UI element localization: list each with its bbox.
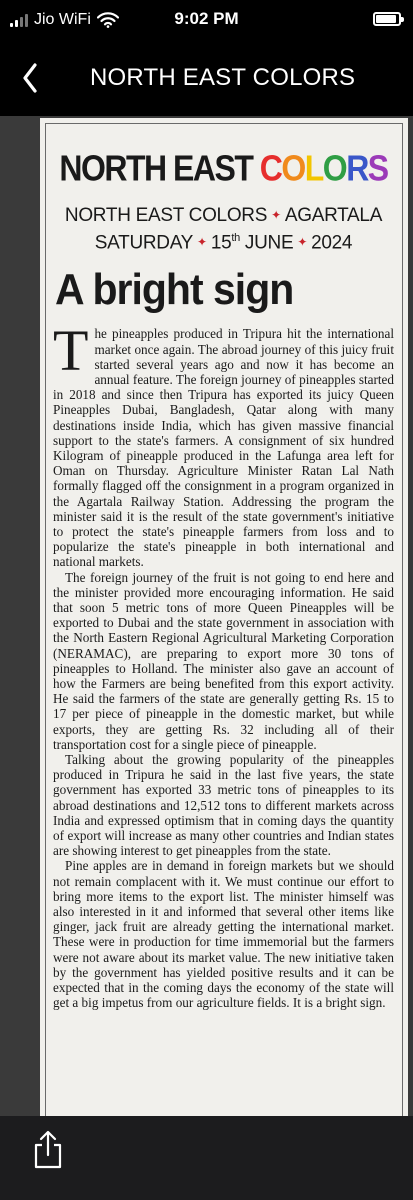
wifi-icon <box>97 12 119 28</box>
battery-level <box>376 15 396 23</box>
star-divider-icon: ✦ <box>297 235 308 250</box>
star-divider-icon: ✦ <box>197 235 207 250</box>
star-divider-icon: ✦ <box>271 208 281 222</box>
share-button[interactable] <box>30 1130 66 1170</box>
masthead-letter: C <box>259 147 282 189</box>
article-headline: A bright sign <box>55 265 294 315</box>
nav-bar <box>0 40 413 115</box>
dateline-line-2 <box>53 227 394 254</box>
dateline-paper: NORTH EAST COLORS <box>64 205 268 226</box>
article-image <box>0 116 413 1116</box>
masthead <box>53 148 394 188</box>
dateline-weekday: SATURDAY <box>94 232 194 254</box>
battery-icon <box>373 12 401 26</box>
drop-cap: T <box>53 318 89 384</box>
masthead-colors-word <box>260 148 388 188</box>
paragraph: Talking about the growing popularity of the pineapples produced in Tripura he said in the last five years, the state government has exported 33 metric tons of pineapples to its abroad destinations and 12,512 tons to different markets across India and expressed optimism that in coming days the quantity of export will increase as many other countries and Indian states are showing interest to get pineapples from the state. <box>53 752 394 859</box>
article-body <box>53 318 394 1011</box>
masthead-letter: S <box>367 147 388 189</box>
dateline-year: 2024 <box>311 232 353 254</box>
dateline-city: AGARTALA <box>284 205 383 226</box>
dateline-month: JUNE <box>239 232 294 254</box>
masthead-letter: O <box>281 147 305 189</box>
status-time: 9:02 PM <box>174 9 239 28</box>
paragraph-text: he pineapples produced in Tripura hit the international market once again. The abroad journey of this juicy fruit started several years ago and now it has become an annual feature. The foreign journey of pineapples started in 2018 and since then Tripura has exported its juicy Queen Pineapples Dubai, Bangladesh, Qatar along with many destinations inside India, which has given massive financial support to the state's farmers. A consignment of six hundred Kilogram of pineapple produced in the Lafunga area left for Oman on Thursday. Agriculture Minister Ratan Lal Nath formally flagged off the consignment in a program organized in the Agartala Railway Station. Addressing the program the minister said it is the result of the state government's initiative to protect the state's pineapple farmers from loss and to popularize the state's pineapple in both international and national markets. <box>53 326 394 570</box>
dateline-day: 15 <box>210 232 232 254</box>
signal-icon <box>10 13 28 27</box>
carrier-name: Jio WiFi <box>34 11 91 28</box>
paragraph: Pine apples are in demand in foreign markets but we should not remain complacent with it. We must continue our effort to bring more items to the export list. The minister himself was also interested in it and informed that several other items like ginger, jack fruit are already getting the international market. These were in production for time immemorial but the farmers were not aware about its market value. The new initiative taken by the government has yielded positive results and it can be expected that in the coming days the economy of the state will get a big impetus from our agriculture fields. It is a bright sign. <box>53 858 394 1011</box>
dateline <box>53 204 394 254</box>
share-icon <box>30 1130 66 1170</box>
masthead-main: NORTH EAST <box>59 147 260 189</box>
masthead-letter: R <box>346 147 368 189</box>
dateline-day-suffix: th <box>231 232 240 244</box>
newspaper-clipping <box>40 118 408 1116</box>
masthead-letter: O <box>322 147 347 189</box>
chevron-left-icon <box>22 63 38 93</box>
paragraph <box>53 318 394 570</box>
page-title: NORTH EAST COLORS <box>90 63 356 91</box>
bottom-toolbar <box>0 1116 413 1200</box>
paragraph: The foreign journey of the fruit is not going to end here and the minister provided more encouraging information. He said that soon 5 metric tons of more Queen Pineapples will be exported to Dubai and the state government in association with the North Eastern Regional Agricultural Marketing Corporation (NERAMAC), are preparing to export more 30 tons of pineapples to Holland. The minister also gave an account of how the Farmers are being benefited from this export activity. He said the farmers of the state are generally getting Rs. 15 to 17 per piece of pineapple in the domestic market, but while exports, they are getting Rs. 32 including all of their transportation cost for a single piece of pineapple. <box>53 569 394 752</box>
back-button[interactable] <box>0 40 60 115</box>
masthead-letter: L <box>304 147 323 189</box>
dateline-line-1 <box>53 204 394 227</box>
status-bar <box>0 0 413 40</box>
